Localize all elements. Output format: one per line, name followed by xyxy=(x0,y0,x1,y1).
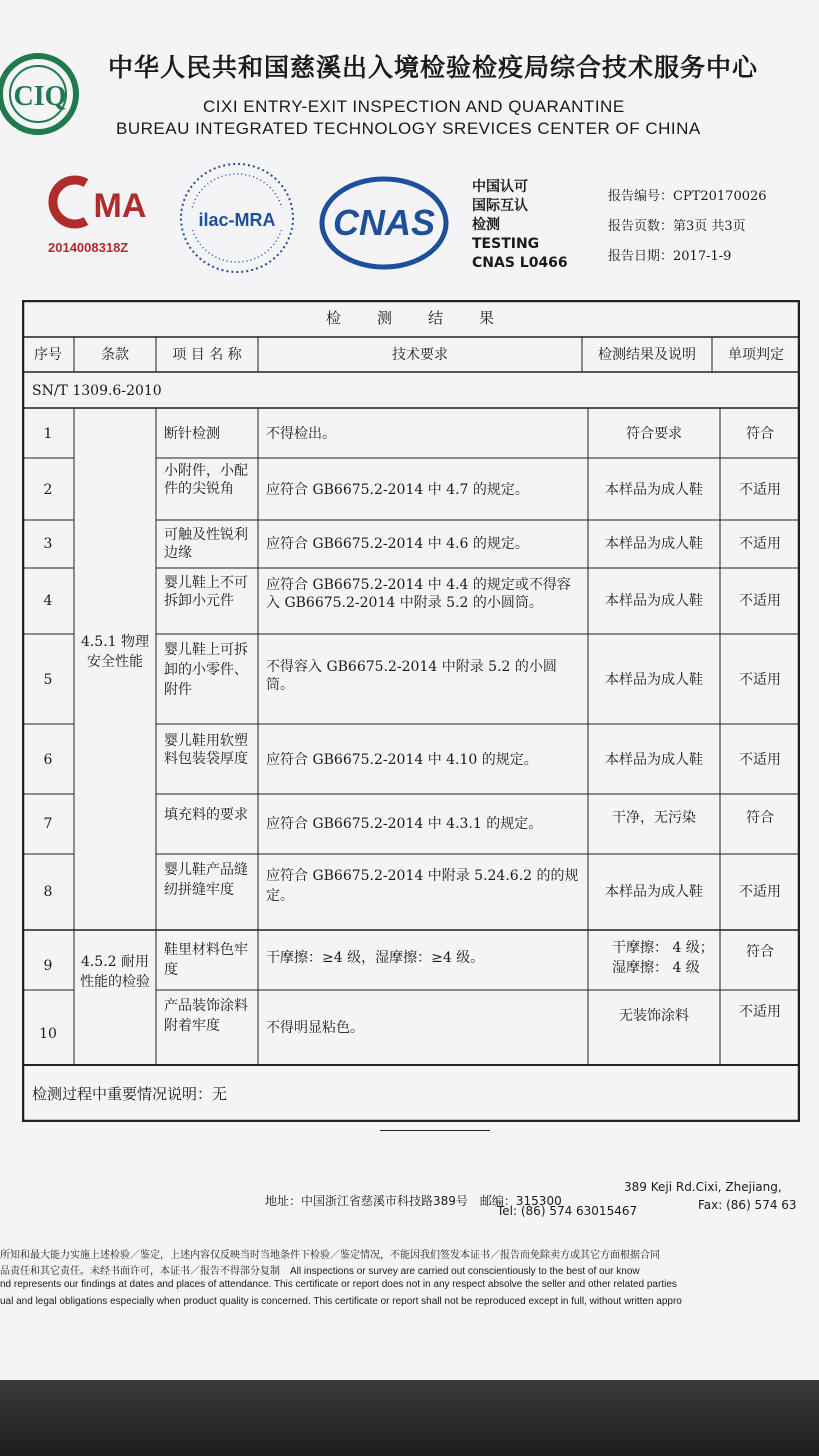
org-title-cn: 中华人民共和国慈溪出入境检验检疫局综合技术服务中心 xyxy=(108,53,759,82)
address-en: 389 Keji Rd.Cixi, Zhejiang, xyxy=(624,1180,782,1194)
cma-code: 2014008318Z xyxy=(48,240,129,255)
row-item: 婴儿鞋上不可拆卸小元件 xyxy=(164,575,248,609)
report-number: 报告编号：CPT20170026 xyxy=(608,189,767,204)
row-item: 小附件，小配件的尖锐角 xyxy=(164,463,248,497)
table-grid xyxy=(22,300,800,1122)
header-item: 项 目 名 称 xyxy=(172,347,242,363)
row-result: 本样品为成人鞋 xyxy=(605,536,703,552)
row-result: 本样品为成人鞋 xyxy=(605,593,703,609)
row-no: 7 xyxy=(43,816,53,832)
org-title-en-2: BUREAU INTEGRATED TECHNOLOGY SREVICES CENTER OF CHINA xyxy=(116,119,701,138)
row-judgement: 符合 xyxy=(746,810,774,826)
disclaimer-line: 品责任和其它责任。未经书面许可，本证书／报告不得部分复制 All inspections or survey are carried out conscientiously to the best of our know xyxy=(0,1266,640,1277)
row-requirement: 不得明显粘色。 xyxy=(266,1020,364,1036)
row-judgement: 不适用 xyxy=(739,482,781,498)
cnas-logo-text: CNAS xyxy=(332,202,436,243)
row-item: 填充料的要求 xyxy=(164,807,248,823)
report-date: 报告日期：2017-1-9 xyxy=(608,249,732,264)
fax-number: Fax: (86) 574 63 xyxy=(698,1198,797,1212)
row-requirement: 应符合 GB6675.2-2014 中 4.6 的规定。 xyxy=(266,536,529,552)
row-no: 3 xyxy=(43,536,53,552)
row-requirement: 应符合 GB6675.2-2014 中 4.10 的规定。 xyxy=(266,752,538,768)
cert-line: CNAS L0466 xyxy=(472,255,568,271)
header-no: 序号 xyxy=(34,347,62,363)
address-cn: 地址：中国浙江省慈溪市科技路389号 邮编：315300 xyxy=(265,1194,562,1208)
header-requirement: 技术要求 xyxy=(392,347,448,363)
cma-logo-text: MA xyxy=(93,187,147,225)
row-judgement: 不适用 xyxy=(739,672,781,688)
row-result: 干摩擦： 4 级；湿摩擦： 4 级 xyxy=(612,940,714,976)
row-no: 6 xyxy=(43,752,53,768)
row-requirement: 干摩擦：≥4 级，湿摩擦：≥4 级。 xyxy=(266,950,485,966)
report-pages: 报告页数：第3页 共3页 xyxy=(608,219,746,234)
row-result: 本样品为成人鞋 xyxy=(605,672,703,688)
row-result: 无装饰涂料 xyxy=(619,1008,689,1024)
row-requirement: 不得检出。 xyxy=(266,426,336,442)
cert-line: 中国认可 xyxy=(472,179,528,195)
row-item: 婴儿鞋用软塑料包装袋厚度 xyxy=(164,733,248,767)
cert-line: TESTING xyxy=(472,236,540,252)
row-judgement: 不适用 xyxy=(739,593,781,609)
row-item: 婴儿鞋产品缝纫拼缝牢度 xyxy=(164,862,248,898)
row-requirement: 不得容入 GB6675.2-2014 中附录 5.2 的小圆筒。 xyxy=(266,659,557,693)
row-no: 4 xyxy=(43,593,53,609)
clause-group-physical: 4.5.1 物理安全性能 xyxy=(80,634,150,670)
ciq-logo-text: CIQ xyxy=(13,81,67,112)
org-title-en-1: CIXI ENTRY-EXIT INSPECTION AND QUARANTINE xyxy=(203,97,625,116)
standard-code: SN/T 1309.6-2010 xyxy=(32,383,162,399)
row-no: 1 xyxy=(43,426,53,442)
header-clause: 条款 xyxy=(101,347,129,363)
disclaimer-line: 所知和最大能力实施上述检验／鉴定，上述内容仅反映当时当地条件下检验／鉴定情况，不能因我们签发本证书／报告而免除卖方或其它方面根据合同 xyxy=(0,1250,660,1261)
row-result: 本样品为成人鞋 xyxy=(605,482,703,498)
accreditation-text xyxy=(472,178,568,273)
cert-line: 检测 xyxy=(472,217,500,233)
disclaimer-line: ual and legal obligations especially when product quality is concerned. This certificate or report shall not be reproduced except in full, without written appro xyxy=(0,1296,682,1307)
row-result: 干净，无污染 xyxy=(612,810,696,826)
cma-logo xyxy=(48,175,156,229)
results-table xyxy=(22,300,800,1122)
row-item: 断针检测 xyxy=(164,426,220,442)
ilac-logo-text: ilac-MRA xyxy=(198,210,276,230)
row-judgement: 不适用 xyxy=(739,884,781,900)
row-item: 婴儿鞋上可拆卸的小零件、附件 xyxy=(164,642,248,698)
end-divider xyxy=(380,1130,490,1131)
ciq-logo xyxy=(0,48,84,136)
row-result: 符合要求 xyxy=(626,426,682,442)
table-title: 检 测 结 果 xyxy=(325,309,496,327)
ilac-mra-logo xyxy=(178,162,296,274)
cnas-logo xyxy=(318,175,450,271)
row-judgement: 符合 xyxy=(746,426,774,442)
row-no: 5 xyxy=(43,672,53,688)
clause-group-durability: 4.5.2 耐用性能的检验 xyxy=(80,954,150,990)
header-judgement: 单项判定 xyxy=(728,347,784,363)
row-item: 可触及性锐利边缘 xyxy=(164,527,248,561)
row-no: 9 xyxy=(43,958,53,974)
cert-line: 国际互认 xyxy=(472,198,528,214)
row-judgement: 不适用 xyxy=(739,1004,781,1020)
report-info xyxy=(608,182,767,272)
row-requirement: 应符合 GB6675.2-2014 中 4.7 的规定。 xyxy=(266,482,529,498)
header-result: 检测结果及说明 xyxy=(598,347,696,363)
background-surface xyxy=(0,1380,819,1456)
row-item: 鞋里材料色牢度 xyxy=(164,942,248,978)
row-requirement: 应符合 GB6675.2-2014 中 4.3.1 的规定。 xyxy=(266,816,543,832)
row-result: 本样品为成人鞋 xyxy=(605,752,703,768)
phone-number: Tel: (86) 574 63015467 xyxy=(497,1204,638,1218)
row-judgement: 符合 xyxy=(746,944,774,960)
row-requirement: 应符合 GB6675.2-2014 中附录 5.24.6.2 的的规定。 xyxy=(266,868,579,904)
row-no: 2 xyxy=(43,482,53,498)
row-no: 8 xyxy=(43,884,53,900)
test-remarks: 检测过程中重要情况说明：无 xyxy=(32,1085,228,1103)
row-no: 10 xyxy=(39,1026,57,1042)
row-judgement: 不适用 xyxy=(739,536,781,552)
row-result: 本样品为成人鞋 xyxy=(605,884,703,900)
row-requirement: 应符合 GB6675.2-2014 中 4.4 的规定或不得容入 GB6675.2-2014 中附录 5.2 的小圆筒。 xyxy=(266,577,571,611)
row-item: 产品装饰涂料附着牢度 xyxy=(164,998,248,1034)
row-judgement: 不适用 xyxy=(739,752,781,768)
disclaimer-line: nd represents our findings at dates and places of attendance. This certificate or report does not in any respect absolve the seller and other related parties xyxy=(0,1279,677,1290)
